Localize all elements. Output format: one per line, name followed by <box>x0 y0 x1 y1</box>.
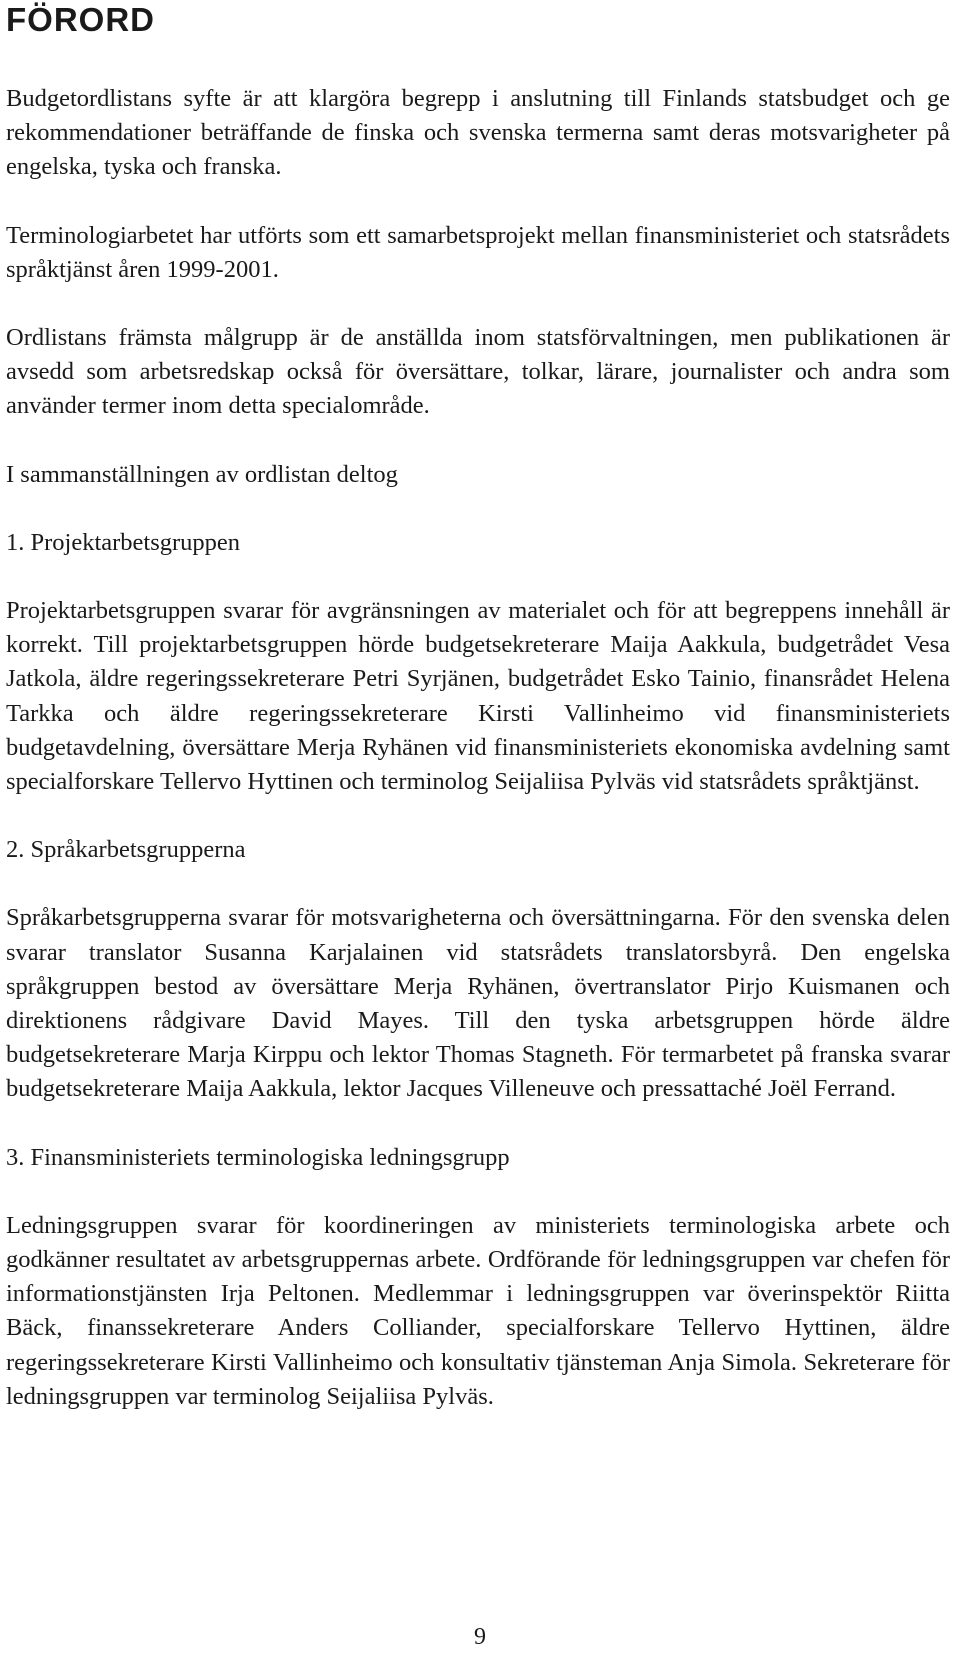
paragraph-target-group: Ordlistans främsta målgrupp är de anställda inom statsförvaltningen, men publikationen är avsedd som arbetsredskap också för översättare, tolkar, lärare, journalister och andra som använder termer inom detta specialområde. <box>6 324 950 420</box>
paragraph-gap <box>6 424 950 458</box>
document-body <box>6 82 950 1414</box>
section-heading-language-groups: 2. Språkarbetsgrupperna <box>6 836 246 864</box>
paragraph-gap <box>6 492 950 526</box>
paragraph-gap <box>6 185 950 219</box>
paragraph-gap <box>6 867 950 901</box>
paragraph-gap <box>6 287 950 321</box>
paragraph-project: Terminologiarbetet har utförts som ett samarbetsprojekt mellan finansministeriet och statsrådets språktjänst åren 1999-2001. <box>6 221 950 283</box>
paragraph-gap <box>6 1107 950 1141</box>
section-heading-project-group: 1. Projektarbetsgruppen <box>6 528 241 556</box>
page-heading: FÖRORD <box>6 1 155 38</box>
paragraph-gap <box>6 799 950 833</box>
paragraph-language-groups: Språkarbetsgrupperna svarar för motsvarigheterna och översättningarna. För den svenska delen svarar translator Susanna Karjalainen vid statsrådets translatorsbyrå. Den engelska språkgruppen bestod av översättare Merja Ryhänen, övertranslator Pirjo Kuismanen och direktionens rådgivare David Mayes. Till den tyska arbetsgruppen hörde äldre budgetsekreterare Marja Kirppu och lektor Thomas Stagneth. För termarbetet på franska svarar budgetsekreterare Maija Aakkula, lektor Jacques Villeneuve och pressattaché Joël Ferrand. <box>6 904 950 1103</box>
paragraph-steering-group: Ledningsgruppen svarar för koordineringen av ministeriets terminologiska arbete och godkänner resultatet av arbetsgruppernas arbete. Ordförande för ledningsgruppen var chefen för informationstjänsten Irja Peltonen. Medlemmar i ledningsgruppen var överinspektör Riitta Bäck, finanssekreterare Anders Colliander, specialforskare Tellervo Hyttinen, äldre regeringssekreterare Kirsti Vallinheimo och konsultativ tjänsteman Anja Simola. Sekreterare för ledningsgruppen var terminolog Seijaliisa Pylväs. <box>6 1211 950 1410</box>
paragraph-participants-intro: I sammanställningen av ordlistan deltog <box>6 460 398 488</box>
page-number: 9 <box>474 1624 486 1650</box>
section-heading-steering-group: 3. Finansministeriets terminologiska ledningsgrupp <box>6 1143 510 1171</box>
paragraph-gap <box>6 560 950 594</box>
paragraph-gap <box>6 1175 950 1209</box>
paragraph-project-group: Projektarbetsgruppen svarar för avgränsningen av materialet och för att begreppens innehåll är korrekt. Till projektarbetsgruppen hörde budgetsekreterare Maija Aakkula, budgetrådet Vesa Jatkola, äldre regeringssekreterare Petri Syrjänen, budgetrådet Esko Tainio, finansrådet Helena Tarkka och äldre regeringssekreterare Kirsti Vallinheimo vid finansministeriets budgetavdelning, översättare Merja Ryhänen vid finansministeriets ekonomiska avdelning samt specialforskare Tellervo Hyttinen och terminolog Seijaliisa Pylväs vid statsrådets språktjänst. <box>6 597 950 796</box>
paragraph-purpose: Budgetordlistans syfte är att klargöra begrepp i anslutning till Finlands statsbudget och ge rekommendationer beträffande de finska och svenska termerna samt deras motsvarigheter på engelska, tyska och franska. <box>6 85 950 181</box>
